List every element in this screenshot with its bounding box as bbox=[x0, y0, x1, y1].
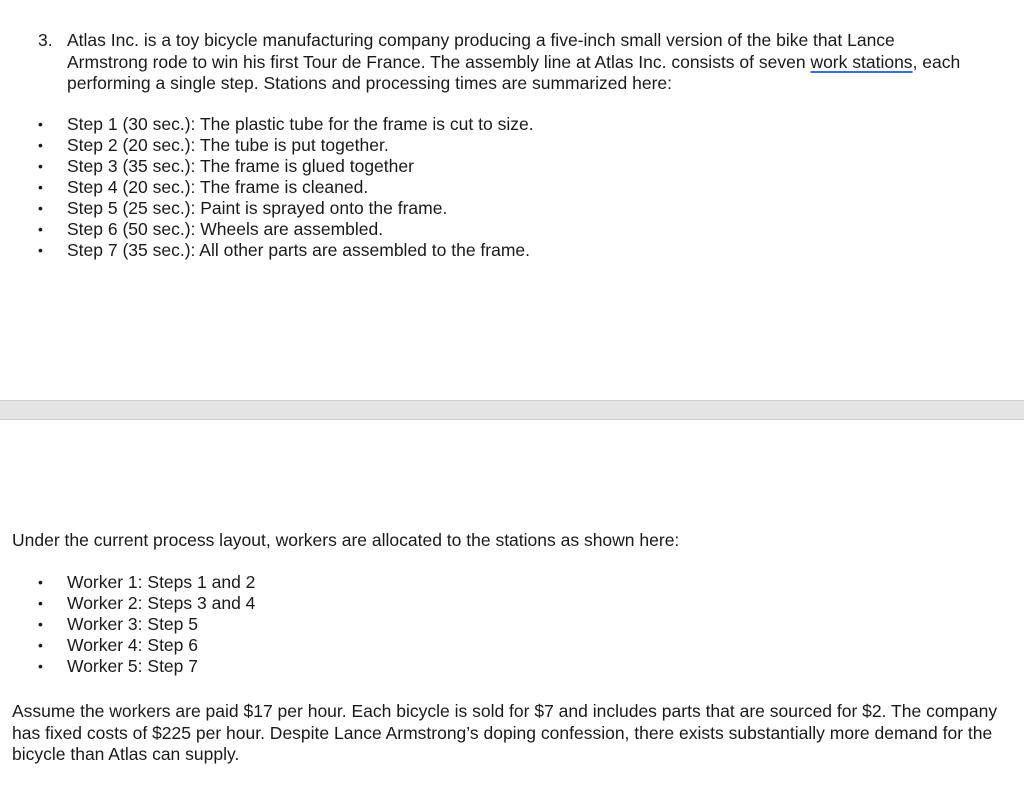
step-item bbox=[0, 135, 534, 156]
work-stations-link[interactable]: work stations bbox=[810, 51, 913, 72]
problem-text-start: Atlas Inc. is a toy bicycle manufacturing company producing a five-inch small version of the bike that Lance Armstrong rode to win his first Tour de France. The assembly line at Atlas Inc. consists of seven bbox=[67, 30, 895, 72]
step-item bbox=[0, 114, 534, 135]
assumptions-paragraph: Assume the workers are paid $17 per hour. Each bicycle is sold for $7 and includes parts that are sourced for $2. The company has fixed costs of $225 per hour. Despite Lance Armstrong’s doping confession, there exists substantially more demand for the bicycle than Atlas can supply. bbox=[12, 701, 998, 764]
bullet-icon: • bbox=[38, 200, 43, 216]
workers-list bbox=[0, 572, 255, 677]
bullet-icon: • bbox=[38, 616, 43, 632]
worker-item bbox=[0, 635, 255, 656]
bullet-icon: • bbox=[38, 137, 43, 153]
worker-text: Worker 3: Step 5 bbox=[67, 614, 198, 634]
bullet-icon: • bbox=[38, 242, 43, 258]
bullet-icon: • bbox=[38, 116, 43, 132]
problem-statement bbox=[38, 30, 978, 95]
step-text: Step 2 (20 sec.): The tube is put together. bbox=[67, 135, 389, 155]
document-page-bottom bbox=[0, 420, 1024, 792]
page-break-divider bbox=[0, 400, 1024, 420]
bullet-icon: • bbox=[38, 179, 43, 195]
step-text: Step 5 (25 sec.): Paint is sprayed onto the frame. bbox=[67, 198, 448, 218]
worker-text: Worker 5: Step 7 bbox=[67, 656, 198, 676]
problem-text-end: , each performing a single step. Stations and processing times are summarized here: bbox=[67, 51, 961, 93]
step-text: Step 6 (50 sec.): Wheels are assembled. bbox=[67, 219, 384, 239]
worker-item bbox=[0, 614, 255, 635]
bullet-icon: • bbox=[38, 158, 43, 174]
step-text: Step 1 (30 sec.): The plastic tube for the frame is cut to size. bbox=[67, 114, 534, 134]
step-text: Step 4 (20 sec.): The frame is cleaned. bbox=[67, 177, 369, 197]
steps-list bbox=[0, 114, 534, 261]
step-item bbox=[0, 219, 534, 240]
step-item bbox=[0, 177, 534, 198]
bullet-icon: • bbox=[38, 574, 43, 590]
worker-item bbox=[0, 593, 255, 614]
bullet-icon: • bbox=[38, 595, 43, 611]
step-item bbox=[0, 240, 534, 261]
step-text: Step 3 (35 sec.): The frame is glued together bbox=[67, 156, 414, 176]
bullet-icon: • bbox=[38, 658, 43, 674]
step-text: Step 7 (35 sec.): All other parts are assembled to the frame. bbox=[67, 240, 531, 260]
problem-text bbox=[67, 30, 978, 95]
step-item bbox=[0, 156, 534, 177]
worker-item bbox=[0, 572, 255, 593]
worker-text: Worker 1: Steps 1 and 2 bbox=[67, 572, 256, 592]
bullet-icon: • bbox=[38, 221, 43, 237]
layout-intro-text: Under the current process layout, workers are allocated to the stations as shown here: bbox=[12, 530, 680, 550]
bullet-icon: • bbox=[38, 637, 43, 653]
worker-text: Worker 4: Step 6 bbox=[67, 635, 198, 655]
step-item bbox=[0, 198, 534, 219]
worker-text: Worker 2: Steps 3 and 4 bbox=[67, 593, 256, 613]
problem-number: 3. bbox=[38, 30, 53, 50]
worker-item bbox=[0, 656, 255, 677]
